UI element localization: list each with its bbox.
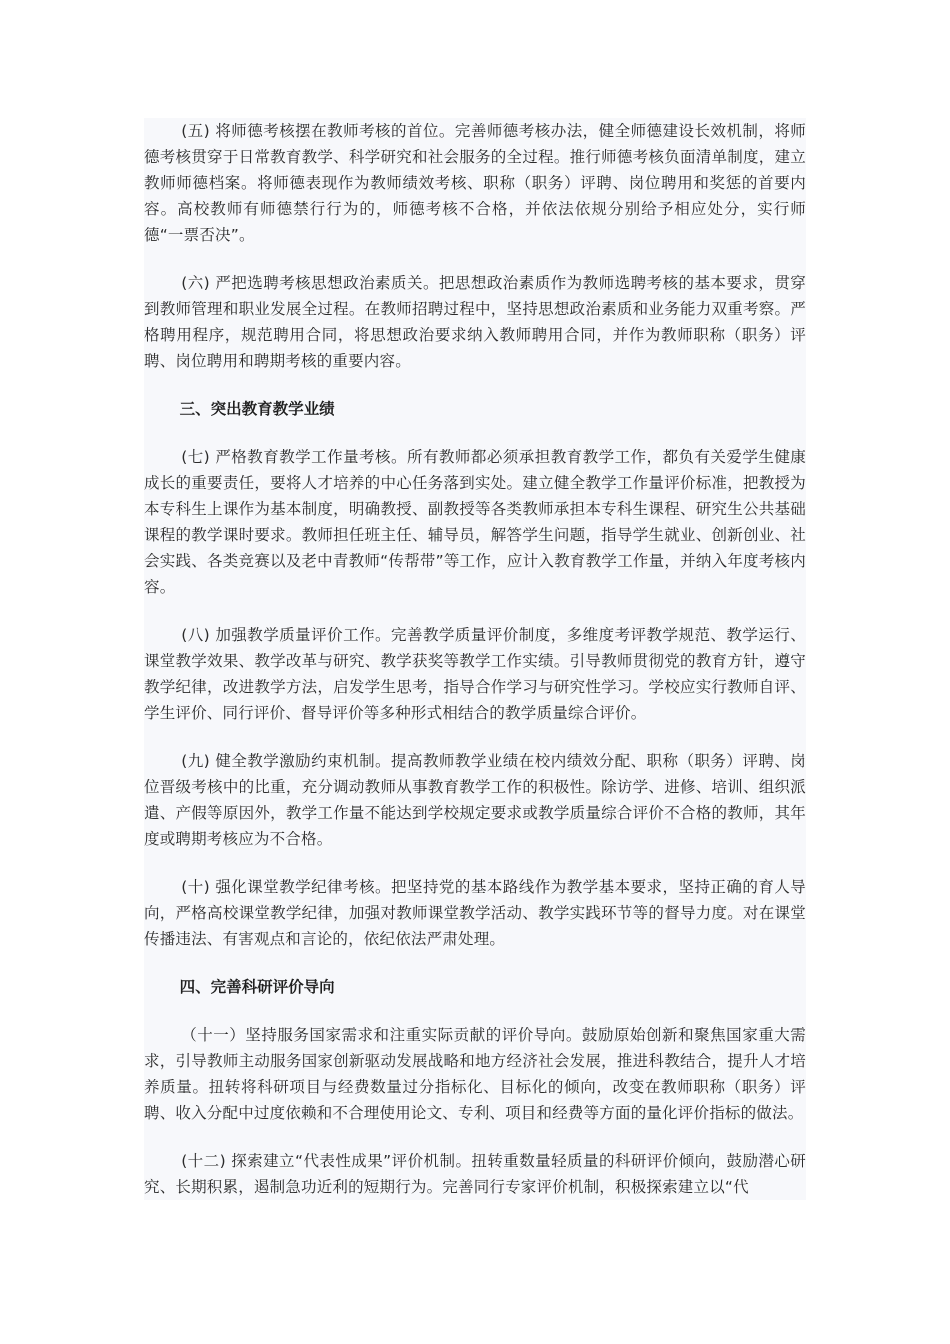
- paragraph-10: (十) 强化课堂教学纪律考核。把坚持党的基本路线作为教学基本要求，坚持正确的育人导向，严格高校课堂教学纪律，加强对教师课堂教学活动、教学实践环节等的督导力度。对在课堂传播违法、有害观点和言论的，依纪依法严肃处理。: [144, 878, 806, 948]
- paragraph-11: （十一）坚持服务国家需求和注重实际贡献的评价导向。鼓励原始创新和聚焦国家重大需求，引导教师主动服务国家创新驱动发展战略和地方经济社会发展，推进科教结合，提升人才培养质量。扭转将科研项目与经费数量过分指标化、目标化的倾向，改变在教师职称（职务）评聘、收入分配中过度依赖和不合理使用论文、专利、项目和经费等方面的量化评价指标的做法。: [144, 1026, 806, 1122]
- paragraph-7: (七) 严格教育教学工作量考核。所有教师都必须承担教育教学工作，都负有关爱学生健康成长的重要责任，要将人才培养的中心任务落到实处。建立健全教学工作量评价标准，把教授为本专科生上课作为基本制度，明确教授、副教授等各类教师承担本专科生课程、研究生公共基础课程的教学课时要求。教师担任班主任、辅导员，解答学生问题，指导学生就业、创新创业、社会实践、各类竞赛以及老中青教师“传帮带”等工作，应计入教育教学工作量，并纳入年度考核内容。: [144, 448, 806, 596]
- spacer: [144, 374, 806, 396]
- spacer: [144, 248, 806, 270]
- spacer: [144, 422, 806, 444]
- paragraph-12: (十二) 探索建立“代表性成果”评价机制。扭转重数量轻质量的科研评价倾向，鼓励潜心研究、长期积累，遏制急功近利的短期行为。完善同行专家评价机制，积极探索建立以“代: [144, 1152, 806, 1196]
- spacer: [144, 600, 806, 622]
- spacer: [144, 726, 806, 748]
- spacer: [144, 1126, 806, 1148]
- paragraph-9: (九) 健全教学激励约束机制。提高教师教学业绩在校内绩效分配、职称（职务）评聘、岗位晋级考核中的比重，充分调动教师从事教育教学工作的积极性。除访学、进修、培训、组织派遣、产假等原因外，教学工作量不能达到学校规定要求或教学质量综合评价不合格的教师，其年度或聘期考核应为不合格。: [144, 752, 806, 848]
- paragraph-5: (五) 将师德考核摆在教师考核的首位。完善师德考核办法，健全师德建设长效机制，将师德考核贯穿于日常教育教学、科学研究和社会服务的全过程。推行师德考核负面清单制度，建立教师师德档案。将师德表现作为教师绩效考核、职称（职务）评聘、岗位聘用和奖惩的首要内容。高校教师有师德禁行行为的，师德考核不合格，并依法依规分别给予相应处分，实行师德“一票否决”。: [144, 122, 806, 244]
- paragraph-8: (八) 加强教学质量评价工作。完善教学质量评价制度，多维度考评教学规范、教学运行、课堂教学效果、教学改革与研究、教学获奖等教学工作实绩。引导教师贯彻党的教育方针，遵守教学纪律，改进教学方法，启发学生思考，指导合作学习与研究性学习。学校应实行教师自评、学生评价、同行评价、督导评价等多种形式相结合的教学质量综合评价。: [144, 626, 806, 722]
- spacer: [144, 1000, 806, 1022]
- document-body: [144, 118, 806, 1200]
- spacer: [144, 952, 806, 974]
- spacer: [144, 852, 806, 874]
- paragraph-6: (六) 严把选聘考核思想政治素质关。把思想政治素质作为教师选聘考核的基本要求，贯穿到教师管理和职业发展全过程。在教师招聘过程中，坚持思想政治素质和业务能力双重考察。严格聘用程序，规范聘用合同，将思想政治要求纳入教师聘用合同，并作为教师职称（职务）评聘、岗位聘用和聘期考核的重要内容。: [144, 274, 806, 370]
- section-heading-4: 四、完善科研评价导向: [179, 978, 335, 996]
- section-heading-3: 三、突出教育教学业绩: [179, 400, 335, 418]
